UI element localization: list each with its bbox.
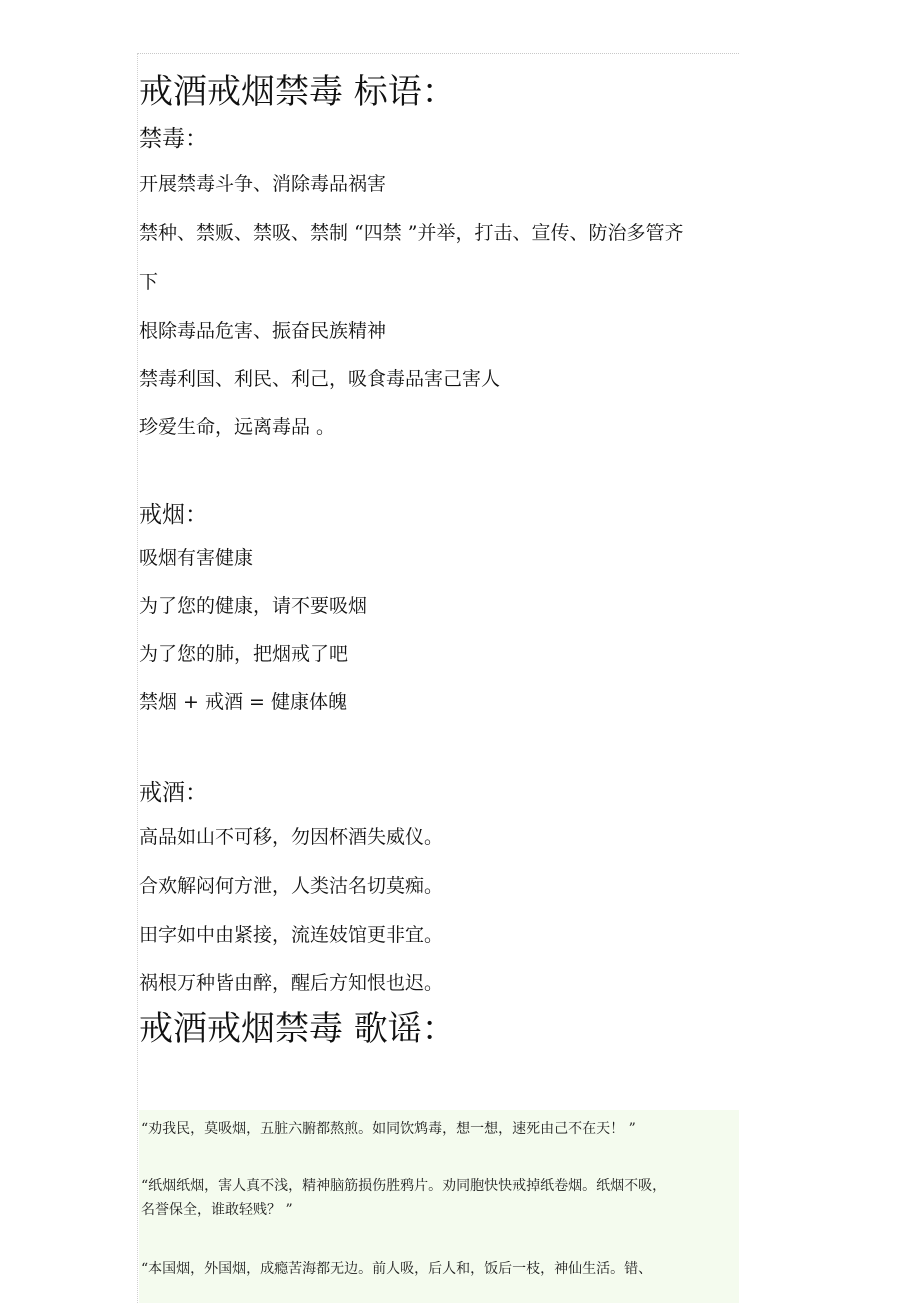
section-heading-jiejiu: 戒酒： <box>139 780 208 806</box>
slogan-line: 为了您的健康，请不要吸烟 <box>139 595 368 617</box>
song-line: “劝我民，莫吸烟，五脏六腑都熬煎。如同饮鸩毒，想一想，速死由己不在天！ ” <box>141 1121 636 1137</box>
poem-line: 田字如中由紧接，流连妓馆更非宜。 <box>139 924 444 946</box>
song-line: 名誉保全，谁敢轻贱？ ” <box>141 1202 293 1218</box>
slogan-line: 吸烟有害健康 <box>139 547 254 569</box>
song-line: “纸烟纸烟，害人真不浅，精神脑筋损伤胜鸦片。劝同胞快快戒掉纸卷烟。纸烟不吸， <box>141 1178 667 1194</box>
poem-line: 高品如山不可移，勿因杯酒失威仪。 <box>139 826 444 848</box>
songs-title: 戒酒戒烟禁毒 歌谣： <box>139 1009 456 1049</box>
slogan-line: 禁种、禁贩、禁吸、禁制 “四禁 ”并举，打击、宣传、防治多管齐 <box>139 222 684 244</box>
slogan-line: 珍爱生命，远离毒品 。 <box>139 416 336 438</box>
document-body <box>139 60 739 1049</box>
page-top-border <box>137 53 739 54</box>
slogan-line: 下 <box>139 271 159 293</box>
song-line: “本国烟，外国烟，成瘾苦海都无边。前人吸，后人和，饭后一枝，神仙生活。错、 <box>141 1261 653 1277</box>
slogan-line: 禁毒利国、利民、利己，吸食毒品害己害人 <box>139 368 501 390</box>
slogans-title: 戒酒戒烟禁毒 标语： <box>139 72 456 112</box>
slogan-line: 开展禁毒斗争、消除毒品祸害 <box>139 173 387 195</box>
page-left-border <box>137 53 138 1303</box>
slogan-line: 根除毒品危害、振奋民族精神 <box>139 320 387 342</box>
section-heading-jindu: 禁毒： <box>139 126 208 152</box>
slogan-line: 为了您的肺，把烟戒了吧 <box>139 643 349 665</box>
section-heading-jieyan: 戒烟： <box>139 502 208 528</box>
poem-line: 祸根万种皆由醉，醒后方知恨也迟。 <box>139 972 444 994</box>
poem-line: 合欢解闷何方泄，人类沽名切莫痴。 <box>139 875 444 897</box>
songs-block <box>139 1110 739 1303</box>
slogan-line: 禁烟 + 戒酒 = 健康体魄 <box>139 691 347 713</box>
